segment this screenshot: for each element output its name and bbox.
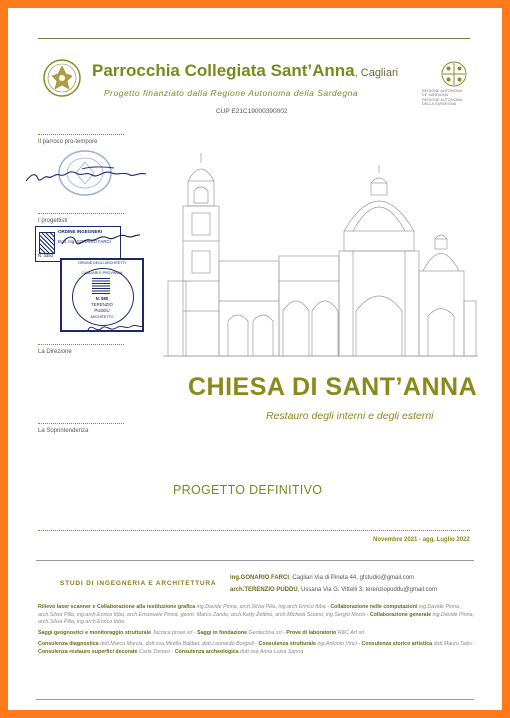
parroco-rule bbox=[38, 134, 124, 135]
architect-stamp: ORDINE DEGLI ARCHITETTI CAGLIARI E PROVINCIA N. 580 TERENZIO PUDDU ARCHITETTO bbox=[60, 258, 144, 332]
engineer-signature bbox=[60, 230, 142, 254]
funding-subtitle: Progetto finanziato dalla Regione Autonoma della Sardegna bbox=[104, 88, 359, 98]
progettisti-rule bbox=[38, 213, 124, 214]
region-logo-text: REGIONE AUTONOMA DE SARDIGNA REGIONE AUTONOMA DELLA SARDEGNA bbox=[422, 89, 463, 107]
parish-title bbox=[92, 61, 398, 81]
top-rule bbox=[38, 38, 470, 39]
engineer-stamp: ORDINE INGEGNERI Dott. Ing. GONARIO FARCI N. 3393 bbox=[35, 226, 121, 262]
revision-date: Novembre 2021 - agg. Luglio 2022 bbox=[373, 537, 470, 543]
credits-paragraph-1: Rilievo laser scanner e Collaborazione alla restituzione grafica ing.Davide Pinna, arch.Silvia Pilia, ing.arch.Enrico Ibba - Collaborazione nelle computazioni ing.Davide Pinna, arch.Silvia Pilia, ing.arch.Enrico Ibba, arch.Emanuele Pinna, geom. Marco Zando, arch.Ketty Zettino, arch.Michela Sciano, ing.Sergio Mocci - Collaborazione generale ing.Davide Pinna, arch.Silvia Pilia, ing.arch.Enrico Ibba. bbox=[38, 604, 475, 626]
document-page bbox=[8, 8, 502, 710]
direzione-label: La Direzione bbox=[38, 349, 72, 355]
contact-puddu: arch.TERENZIO PUDDU, Ussana Via G. Vittelli 3, terenziopuddu@gmail.com bbox=[230, 587, 437, 593]
progettisti-label: I progettisti bbox=[38, 218, 68, 224]
architect-signature bbox=[86, 320, 146, 338]
contact-farci: ing.GONARIO FARCI, Cagliari Via di Pineta 44, gfstudio@gmail.com bbox=[230, 575, 415, 581]
church-section-drawing bbox=[158, 151, 483, 361]
soprintendenza-rule bbox=[38, 423, 124, 424]
soprintendenza-label: La Soprintendenza bbox=[38, 428, 89, 434]
parish-seal-logo bbox=[42, 58, 82, 98]
region-sardegna-logo bbox=[440, 60, 468, 88]
credits-paragraph-2: Saggi geognostici e monitoraggio strutturale Tecnica prove srl - Saggi in fondazione Geotechna srl - Prove di laboratorio R&C Art srl. bbox=[38, 630, 366, 637]
parish-city: , Cagliari bbox=[354, 67, 399, 79]
parish-name: Parrocchia Collegiata Sant’Anna bbox=[92, 61, 355, 80]
project-phase: PROGETTO DEFINITIVO bbox=[173, 483, 323, 497]
main-subtitle: Restauro degli interni e degli esterni bbox=[266, 410, 434, 422]
main-title: CHIESA DI SANT’ANNA bbox=[188, 373, 478, 401]
parroco-label: Il parroco pro-tempore bbox=[38, 139, 98, 145]
date-rule bbox=[38, 530, 470, 531]
studio-name: STUDI DI INGEGNERIA E ARCHITETTURA bbox=[60, 580, 217, 587]
parroco-signature bbox=[22, 163, 157, 189]
credits-paragraph-3: Consulenza diagnostica dott.Marco Marcia, dott.ssa Mirella Baldan, dott.Leonardo Borgioli - Consulenza strutturale ing.Antonio Vinci - Consulenza storico artistica dott.Mauro Salis - Consulenza restauro superfici decorate Carla Tomasi - Consulenza archeologica dott.ssa Anna Luisa Sanna bbox=[38, 640, 476, 655]
cup-code: CUP E21C19000390002 bbox=[216, 108, 288, 115]
direzione-rule bbox=[38, 344, 124, 345]
credits-block bbox=[38, 604, 483, 659]
